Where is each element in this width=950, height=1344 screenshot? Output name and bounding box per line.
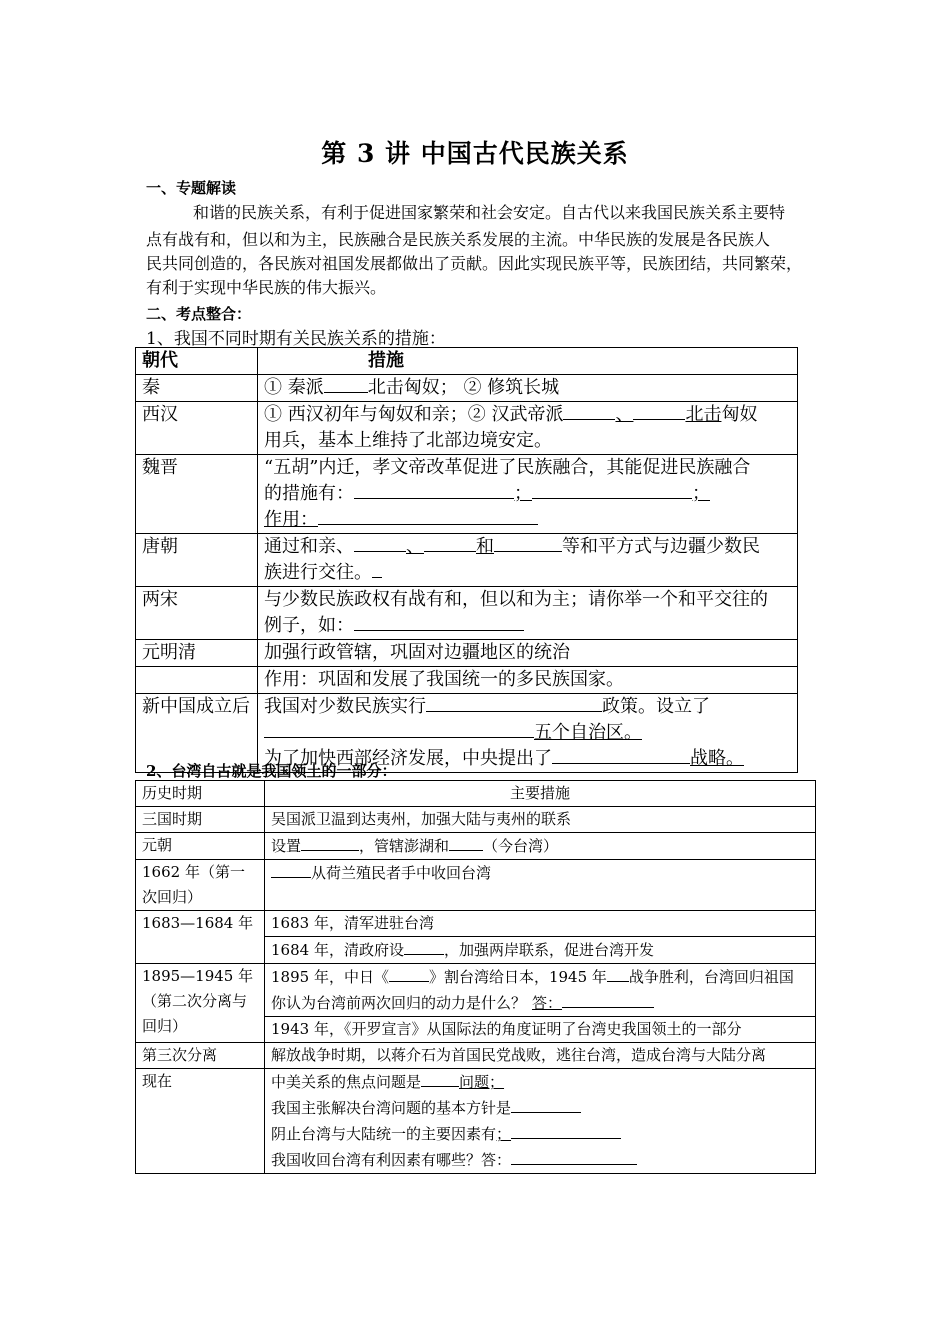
blank-field[interactable] (562, 990, 654, 1008)
blank-field[interactable] (563, 402, 615, 420)
table-row (136, 964, 816, 1017)
text: ① 秦派 (264, 377, 324, 398)
blank-field[interactable] (421, 1069, 459, 1087)
text: 1684 年，清政府设 (271, 941, 404, 959)
text: 、 (615, 404, 634, 425)
era-cell: 秦 (136, 375, 258, 402)
measure-cell: 1943 年，《开罗宣言》从国际法的角度证明了台湾史我国领土的一部分 (265, 1017, 816, 1043)
table-row (136, 455, 798, 534)
period-cell: 三国时期 (136, 807, 265, 833)
blank-field[interactable] (552, 746, 690, 764)
text: ① 西汉初年与匈奴和亲；② 汉武帝派 (264, 404, 564, 425)
table-row (136, 375, 798, 402)
table-row (136, 807, 816, 833)
section-1-heading: 一、专题解读 (146, 179, 237, 197)
era-cell: 唐朝 (136, 534, 258, 587)
text: ； (496, 1125, 512, 1143)
text: 》割台湾给日本，1945 年 (428, 968, 607, 986)
era-label: 元明清 (136, 640, 257, 667)
text: ； (692, 483, 710, 504)
measure-cell (258, 375, 798, 402)
page-title: 第 3 讲 中国古代民族关系 (321, 139, 629, 168)
measure-cell (265, 860, 816, 911)
text: （今台湾） (483, 837, 559, 855)
text: 战争胜利，台湾回归祖国 (628, 968, 794, 986)
period-cell: 1683—1684 年 (136, 911, 265, 964)
blank-field[interactable] (389, 964, 429, 982)
subsection-2-heading: 2、台湾自古就是我国领土的一部分： (146, 762, 397, 780)
era-cell: 两宋 (136, 587, 258, 640)
text: 你认为台湾前两次回归的动力是什么？ (271, 994, 527, 1012)
blank-field[interactable] (426, 694, 602, 712)
blank-field[interactable] (607, 964, 629, 982)
text: 我国收回台湾有利因素有哪些？答： (271, 1151, 512, 1169)
measure-cell (258, 455, 798, 534)
period-cell: 1662 年（第一次回归） (136, 860, 265, 911)
blank-field[interactable] (494, 534, 562, 552)
text: 通过和亲、 (264, 536, 354, 557)
table-header-row (136, 781, 816, 807)
table-row (136, 534, 798, 587)
measure-cell (258, 534, 798, 587)
measure-cell (258, 587, 798, 640)
measure-cell: 吴国派卫温到达夷州，加强大陆与夷州的联系 (265, 807, 816, 833)
text: 答： (532, 994, 563, 1012)
table-header-row (136, 348, 798, 375)
text: 战略。 (690, 748, 744, 769)
text: 我国对少数民族实行 (264, 696, 426, 717)
table-row (136, 860, 816, 911)
era-cell: 新中国成立后 (136, 694, 258, 773)
blank-field[interactable] (354, 481, 514, 499)
measure-cell (265, 1069, 816, 1174)
paragraph-line: 和谐的民族关系，有利于促进国家繁荣和社会安定。自古代以来我国民族关系主要特 (193, 203, 786, 222)
blank-field[interactable] (354, 534, 406, 552)
period-cell: 1895—1945 年（第二次分离与回归） (136, 964, 265, 1043)
blank-field[interactable] (271, 860, 311, 878)
text: 中美关系的焦点问题是 (271, 1073, 422, 1091)
blank-field[interactable] (318, 507, 538, 525)
subsection-1-heading: 1、我国不同时期有关民族关系的措施： (146, 329, 446, 349)
text: 、 (406, 536, 424, 557)
measure-cell (265, 964, 816, 1017)
table-row (136, 1069, 816, 1174)
blank-field[interactable] (404, 937, 444, 955)
table-row (136, 911, 816, 937)
measure-cell: 解放战争时期，以蒋介石为首国民党战败，逃往台湾，造成台湾与大陆分离 (265, 1043, 816, 1069)
table-row (136, 833, 816, 860)
measure-cell: 作用：巩固和发展了我国统一的多民族国家。 (258, 667, 798, 694)
text: 我国主张解决台湾问题的基本方针是 (271, 1099, 512, 1117)
paragraph-line: 民共同创造的，各民族对祖国发展都做出了贡献。因此实现民族平等，民族团结，共同繁荣， (146, 254, 803, 273)
ethnic-measures-table (135, 347, 798, 773)
text: 作用： (264, 509, 318, 530)
text: ，加强两岸联系，促进台湾开发 (443, 941, 654, 959)
text: ，管辖澎湖和 (359, 837, 450, 855)
text: 等和平方式与边疆少数民 (562, 536, 760, 557)
text: 为了加快西部经济发展，中央提出了 (264, 748, 552, 769)
text: 五个自治区。 (534, 722, 642, 743)
text: 例子，如： (264, 615, 354, 636)
paragraph-line: 有利于实现中华民族的伟大振兴。 (146, 278, 387, 297)
period-cell: 第三次分离 (136, 1043, 265, 1069)
era-cell: 西汉 (136, 402, 258, 455)
era-cell: 魏晋 (136, 455, 258, 534)
text: 北击匈奴； ② 修筑长城 (367, 377, 560, 398)
measure-cell (265, 833, 816, 860)
blank-field[interactable] (633, 402, 685, 420)
text: 设置 (271, 837, 302, 855)
text: 北击 (685, 404, 722, 425)
header-measure: 措施 (258, 348, 798, 375)
text: 用兵，基本上维持了北部边境安定。 (264, 430, 552, 451)
text: 从荷兰殖民者手中收回台湾 (311, 864, 492, 882)
header-measure: 主要措施 (265, 781, 816, 807)
text: 和 (476, 536, 494, 557)
table-row (136, 402, 798, 455)
table-row (136, 587, 798, 640)
blank-field[interactable] (449, 833, 483, 851)
empty-cell (136, 667, 257, 693)
blank-field[interactable] (511, 1121, 621, 1139)
table-row (136, 640, 798, 667)
text: 匈奴 (721, 404, 758, 425)
text: 1895 年，中日《 (271, 968, 389, 986)
text: 与少数民族政权有战有和，但以和为主；请你举一个和平交往的 (264, 589, 768, 610)
blank-field[interactable] (372, 560, 382, 578)
period-cell: 元朝 (136, 833, 265, 860)
blank-field[interactable] (424, 534, 476, 552)
section-2-heading: 二、考点整合： (146, 305, 252, 323)
blank-field[interactable] (301, 833, 359, 851)
paragraph-line: 点有战有和，但以和为主，民族融合是民族关系发展的主流。中华民族的发展是各民族人 (146, 230, 771, 249)
blank-field[interactable] (324, 375, 368, 393)
blank-field[interactable] (511, 1095, 581, 1113)
text: 的措施有： (264, 483, 354, 504)
period-cell: 现在 (136, 1069, 265, 1174)
blank-field[interactable] (511, 1147, 637, 1165)
measure-cell: 加强行政管辖，巩固对边疆地区的统治 (258, 640, 798, 667)
blank-field[interactable] (354, 613, 524, 631)
measure-cell: 1683 年，清军进驻台湾 (265, 911, 816, 937)
text: ； (514, 483, 532, 504)
blank-field[interactable] (532, 481, 692, 499)
taiwan-table (135, 780, 816, 1174)
blank-field[interactable] (264, 720, 534, 738)
header-era: 朝代 (136, 348, 258, 375)
text: 问题； (459, 1073, 505, 1091)
table-row (136, 1043, 816, 1069)
text: 阴止台湾与大陆统一的主要因素有 (271, 1125, 497, 1143)
era-cell (136, 640, 258, 694)
text: “五胡”内迁，孝文帝改革促进了民族融合，其能促进民族融合 (264, 457, 751, 478)
measure-cell (265, 937, 816, 964)
measure-cell (258, 402, 798, 455)
text: 政策。设立了 (602, 696, 710, 717)
header-period: 历史时期 (136, 781, 265, 807)
text: 族进行交往。 (264, 562, 372, 583)
